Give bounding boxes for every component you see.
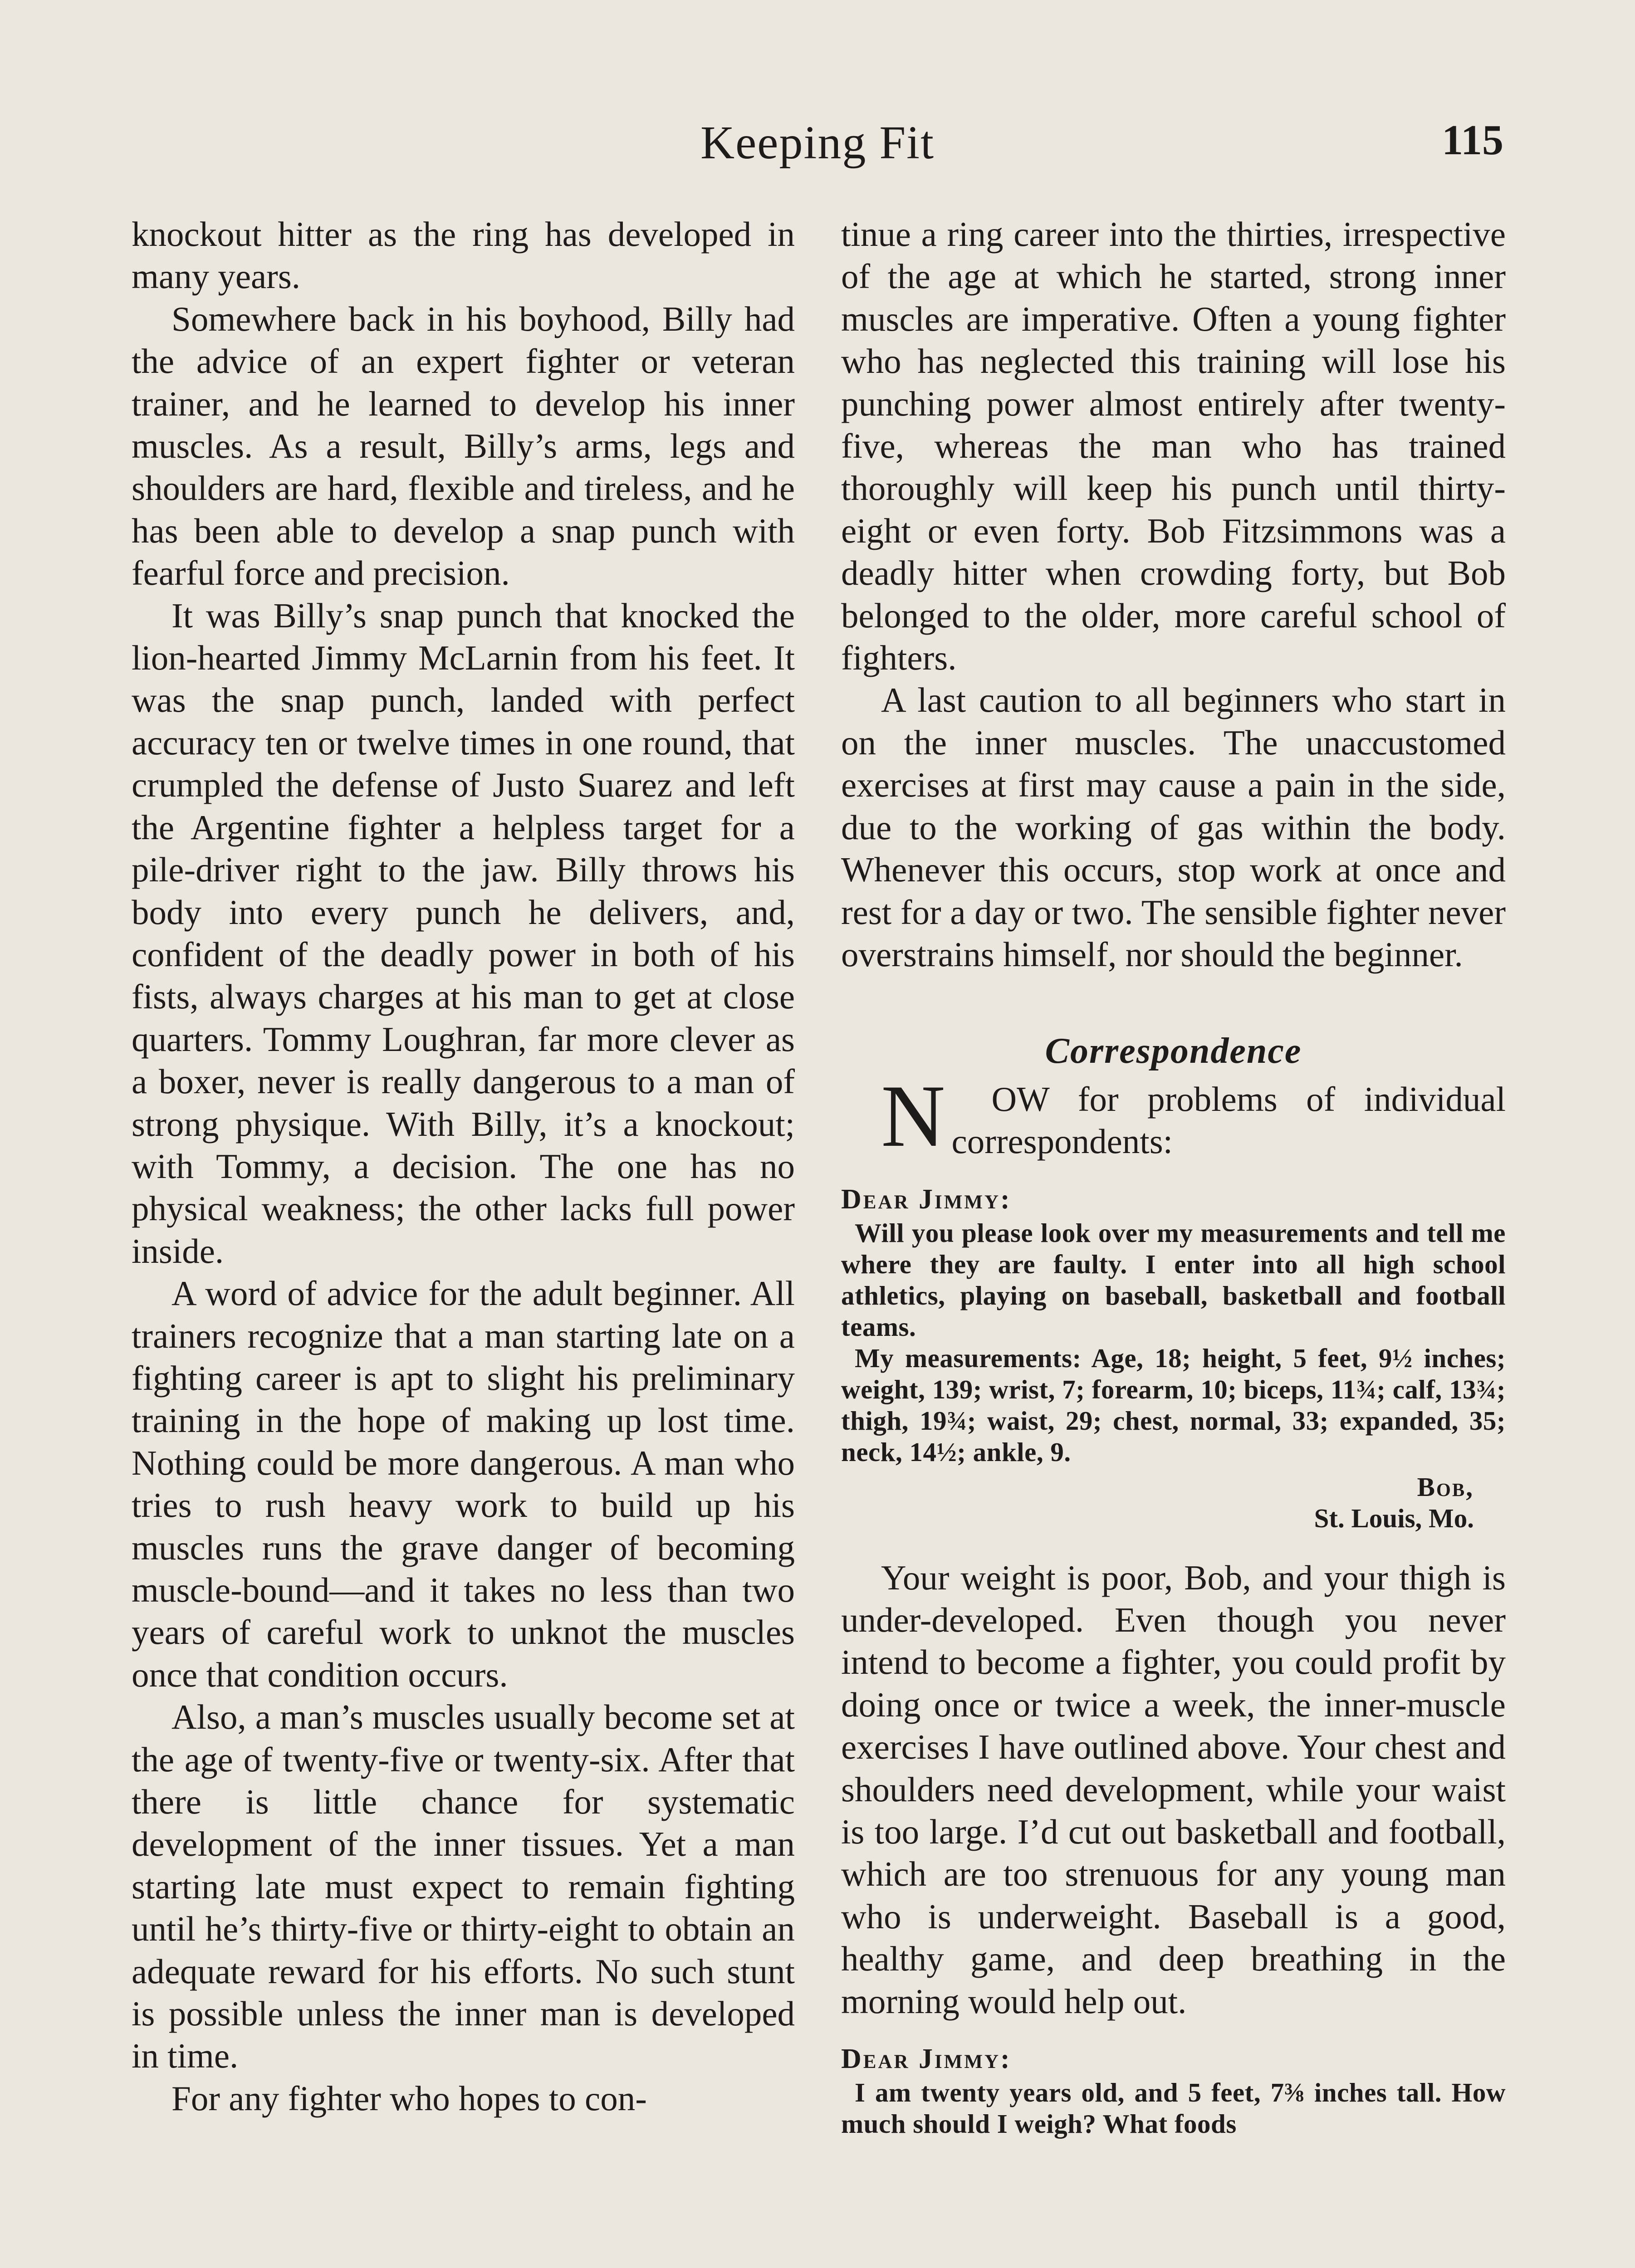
paragraph: knockout hitter as the ring has developed in many years. [132,215,795,296]
paragraph: For any fighter who hopes to con- [171,2078,647,2118]
paragraph: Somewhere back in his boyhood, Billy had the advice of an expert fighter or veteran trainer, and he learned to develop his inner muscles. As a result, Billy’s arms, legs and shoulders are hard, flexible and tireless, and he has been able to develop a snap punch with fearful force and precision. [132,299,795,593]
paragraph: A last caution to all beginners who start in on the inner muscles. The unaccustomed exercises at first may cause a pain in the side, due to the working of gas within the body. Whenever this occurs, stop work at once and rest for a day or two. The sensible fighter never overstrains himself, nor should the beginner. [841,680,1506,974]
letter-paragraph: Will you please look over my measurements and tell me where they are faulty. I enter into all high school athletics, playing on baseball, basketball and football teams. [841,1217,1506,1342]
page-header [132,116,1503,179]
right-column [841,213,1506,2140]
letter-signature [841,1471,1506,1534]
paragraph: tinue a ring career into the thirties, irrespective of the age at which he started, strong inner muscles are imperative. Often a young fighter who has neglected this training will lose his punching power almost entirely after twenty-five, whereas the man who has trained thoroughly will keep his punch until thirty-eight or even forty. Bob Fitzsimmons was a deadly hitter when crowding forty, but Bob belonged to the older, more careful school of fighters. [841,215,1506,678]
reader-letter [841,1217,1506,1468]
drop-cap: N [881,1066,945,1165]
paragraph: Also, a man’s muscles usually become set at the age of twenty-five or twenty-six. After that there is little chance for systematic development of the inner tissues. Yet a man starting late must expect to remain fighting until he’s thirty-five or thirty-eight to obtain an adequate reward for his efforts. No such stunt is possible unless the inner man is developed in time. [132,1697,795,2076]
letter-salutation: Dear Jimmy: [841,1183,1012,1215]
paragraph: A word of advice for the adult beginner. All trainers recognize that a man starting late on a fighting career is apt to slight his preliminary training in the hope of making up lost time. Nothing could be more dangerous. A man who tries to rush heavy work to build up his muscles runs the grave danger of becoming muscle-bound—and it takes no less than two years of careful work to unknot the muscles once that condition occurs. [132,1274,795,1694]
signature-place: St. Louis, Mo. [1314,1503,1474,1533]
section-heading: Correspondence [1045,1031,1302,1071]
running-title: Keeping Fit [700,117,935,169]
letter-salutation: Dear Jimmy: [841,2043,1012,2074]
letter-paragraph: My measurements: Age, 18; height, 5 feet, 9½ inches; weight, 139; wrist, 7; forearm, 10; biceps, 11¾; calf, 13¾; thigh, 19¾; waist, 29; chest, normal, 33; expanded, 35; neck, 14½; ankle, 9. [841,1343,1506,1467]
signature-name: Bob, [1417,1471,1474,1502]
page-number: 115 [1442,117,1503,164]
correspondence-intro [841,1066,1506,1165]
left-column [132,213,795,2120]
paragraph: It was Billy’s snap punch that knocked the lion-hearted Jimmy McLarnin from his feet. It was the snap punch, landed with perfect accuracy ten or twelve times in one round, that crumpled the defense of Justo Suarez and left the Argentine fighter a helpless target for a pile-driver right to the jaw. Billy throws his body into every punch he delivers, and, confident of the deadly power in both of his fists, always charges at his man to get at close quarters. Tommy Loughran, far more clever as a boxer, never is really dangerous to a man of strong physique. With Billy, it’s a knockout; with Tommy, a decision. The one has no physical weakness; the other lacks full power inside. [132,596,795,1271]
intro-text: OW for problems of individual correspondents: [951,1079,1506,1161]
reply-paragraph: Your weight is poor, Bob, and your thigh is under-developed. Even though you never intend to become a fighter, you could profit by doing once or twice a week, the inner-muscle exercises I have outlined above. Your chest and shoulders need development, while your waist is too large. I’d cut out basketball and football, which are too strenuous for any young man who is underweight. Baseball is a good, healthy game, and deep breathing in the morning would help out. [841,1558,1506,2021]
letter-paragraph: I am twenty years old, and 5 feet, 7⅜ inches tall. How much should I weigh? What foods [841,2077,1506,2139]
reader-letter [841,2077,1506,2140]
